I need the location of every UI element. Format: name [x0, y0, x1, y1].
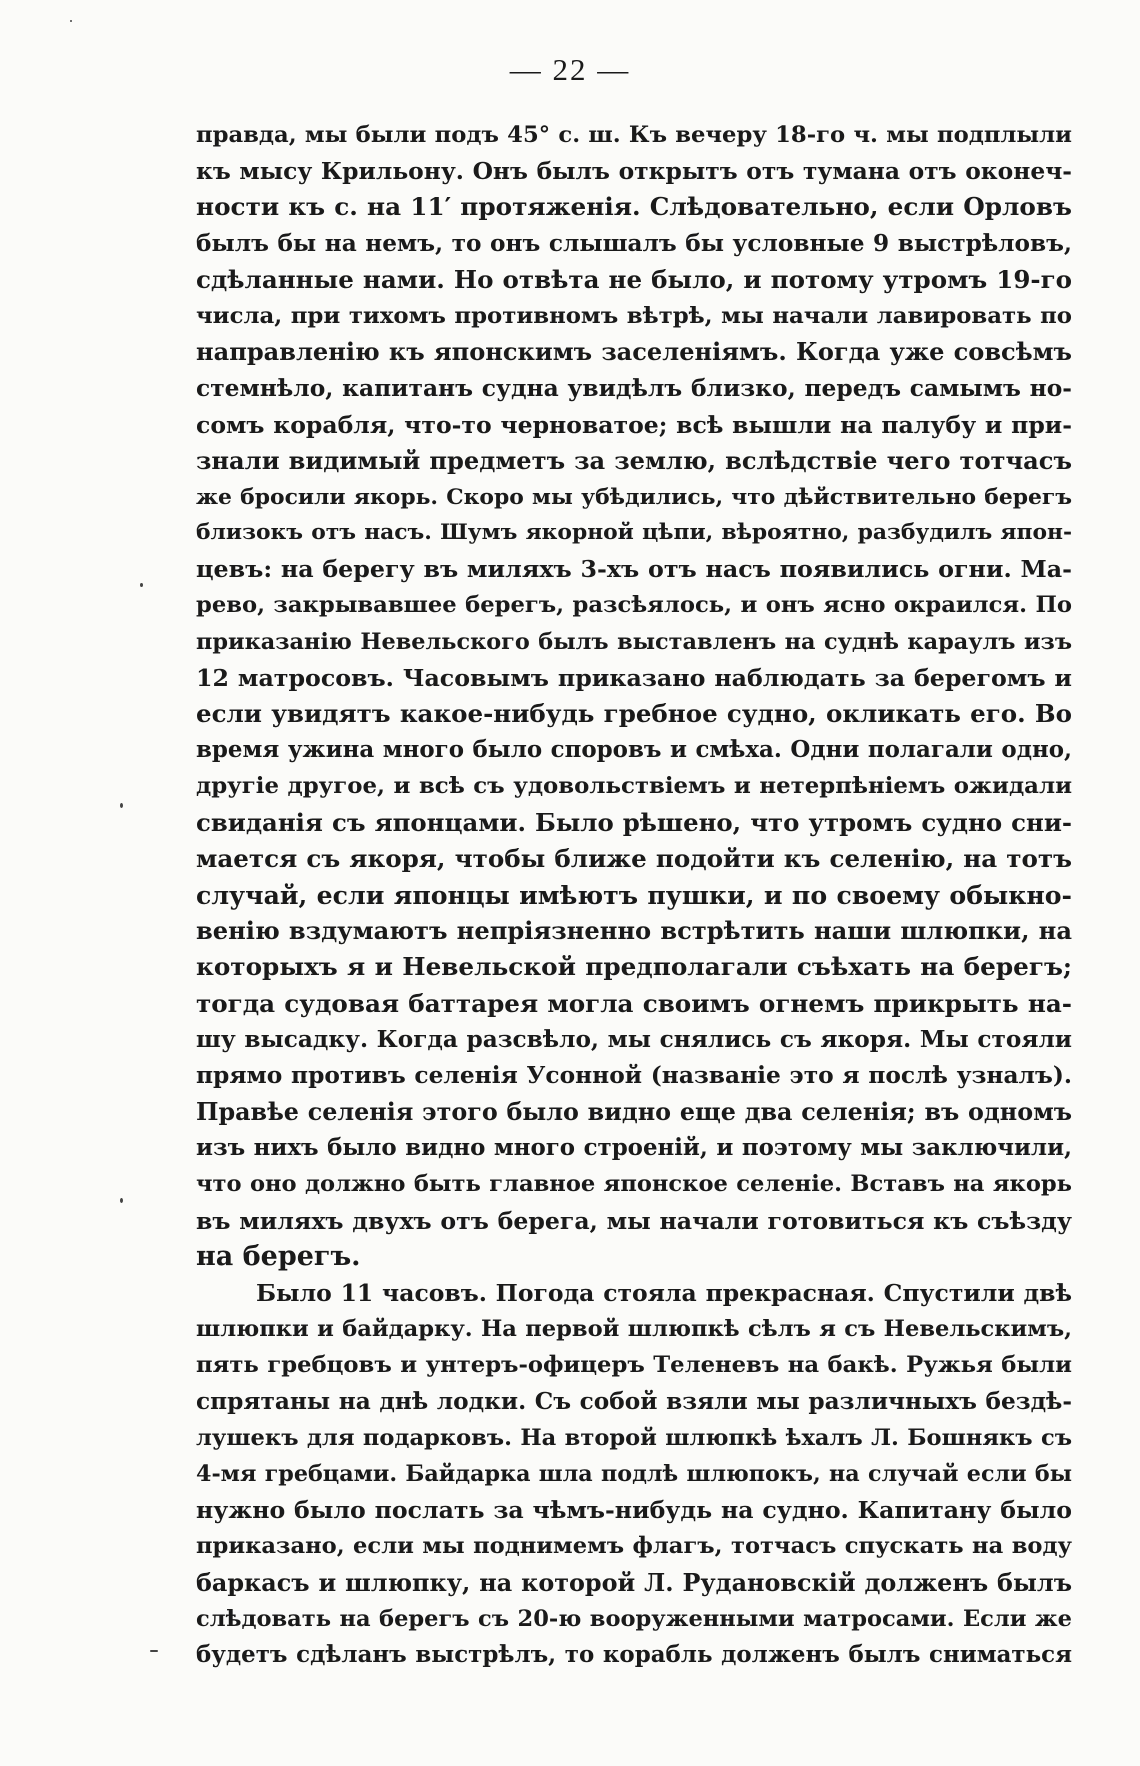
- text-line: шу высадку. Когда разсвѣло, мы снялись съ якоря. Мы стояли: [196, 1025, 1072, 1053]
- text-line: 4-мя гребцами. Байдарка шла подлѣ шлюпокъ, на случай если бы: [196, 1460, 1072, 1487]
- scan-speck: [70, 20, 72, 22]
- page-number: — 22 —: [509, 52, 631, 87]
- text-line: если увидятъ какое-нибудь гребное судно, окликать его. Во: [196, 699, 1072, 728]
- scan-speck: [120, 1198, 123, 1203]
- text-line: изъ нихъ было видно много строеній, и поэтому мы заключили,: [196, 1135, 1072, 1162]
- text-line: къ мысу Крильону. Онъ былъ открытъ отъ тумана отъ оконеч-: [196, 157, 1072, 186]
- body-text: [196, 117, 1072, 1673]
- paragraph-1: [196, 117, 1072, 1275]
- text-line: знали видимый предметъ за землю, вслѣдствіе чего тотчасъ: [196, 445, 1072, 475]
- text-line: цевъ: на берегу въ миляхъ 3-хъ отъ насъ появились огни. Ма-: [196, 555, 1072, 584]
- scan-speck: [120, 803, 123, 808]
- text-line: время ужина много было споровъ и смѣха. Одни полагали одно,: [196, 736, 1072, 764]
- text-line: прямо противъ селенія Усонной (названіе это я послѣ узналъ).: [196, 1061, 1072, 1089]
- text-line: которыхъ я и Невельской предполагали съѣхать на берегъ;: [196, 952, 1072, 982]
- text-line: будетъ сдѣланъ выстрѣлъ, то корабль долженъ былъ сниматься: [196, 1640, 1072, 1668]
- text-line: сдѣланные нами. Но отвѣта не было, и потому утромъ 19-го: [196, 264, 1072, 294]
- text-line: на берегъ.: [196, 1240, 361, 1272]
- text-line: 12 матросовъ. Часовымъ приказано наблюдать за берегомъ и: [196, 663, 1072, 692]
- text-line: приказанію Невельского былъ выставленъ на суднѣ караулъ изъ: [196, 628, 1072, 655]
- text-line: Было 11 часовъ. Погода стояла прекрасная. Спустили двѣ: [256, 1279, 1072, 1307]
- paragraph-2: [196, 1275, 1072, 1673]
- text-line: въ миляхъ двухъ отъ берега, мы начали готовиться къ съѣзду: [196, 1206, 1072, 1235]
- text-line: лушекъ для подарковъ. На второй шлюпкѣ ѣхалъ Л. Бошнякъ съ: [196, 1424, 1072, 1451]
- text-line: Правѣе селенія этого было видно еще два селенія; въ одномъ: [196, 1098, 1072, 1127]
- text-line: былъ бы на немъ, то онъ слышалъ бы условные 9 выстрѣловъ,: [196, 229, 1072, 257]
- text-line: баркасъ и шлюпку, на которой Л. Рудановскій долженъ былъ: [196, 1568, 1072, 1597]
- text-line: что оно должно быть главное японское селеніе. Вставъ на якорь: [196, 1171, 1072, 1198]
- text-line: нужно было послать за чѣмъ-нибудь на судно. Капитану было: [196, 1496, 1072, 1525]
- text-line: близокъ отъ насъ. Шумъ якорной цѣпи, вѣроятно, разбудилъ япон-: [196, 520, 1072, 546]
- text-line: рево, закрывавшее берегъ, разсѣялось, и онъ ясно окраился. По: [196, 592, 1072, 619]
- text-line: числа, при тихомъ противномъ вѣтрѣ, мы начали лавировать по: [196, 302, 1072, 329]
- text-line: тогда судовая баттарея могла своимъ огнемъ прикрыть на-: [196, 988, 1072, 1018]
- text-line: слѣдовать на берегъ съ 20-ю вооруженными матросами. Если же: [196, 1605, 1072, 1632]
- text-line: ности къ с. на 11′ протяженія. Слѣдовательно, если Орловъ: [196, 192, 1072, 222]
- scan-speck: [140, 583, 143, 587]
- text-line: спрятаны на днѣ лодки. Съ собой взяли мы различныхъ бездѣ-: [196, 1387, 1072, 1415]
- text-line: пять гребцовъ и унтеръ-офицеръ Теленевъ на бакѣ. Ружья были: [196, 1352, 1072, 1379]
- text-line: направленію къ японскимъ заселеніямъ. Когда уже совсѣмъ: [196, 337, 1072, 367]
- text-line: стемнѣло, капитанъ судна увидѣлъ близко, передъ самымъ но-: [196, 374, 1072, 403]
- text-line: шлюпки и байдарку. На первой шлюпкѣ сѣлъ я съ Невельскимъ,: [196, 1316, 1072, 1343]
- text-line: сомъ корабля, что-то черноватое; всѣ вышли на палубу и при-: [196, 410, 1072, 439]
- text-line: же бросили якорь. Скоро мы убѣдились, что дѣйствительно берегъ: [196, 483, 1072, 510]
- text-line: приказано, если мы поднимемъ флагъ, тотчасъ спускать на воду: [196, 1533, 1072, 1560]
- text-line: другіе другое, и всѣ съ удовольствіемъ и нетерпѣніемъ ожидали: [196, 773, 1072, 800]
- scan-speck: [150, 1650, 158, 1652]
- text-line: свиданія съ японцами. Было рѣшено, что утромъ судно сни-: [196, 807, 1072, 837]
- text-line: венію вздумаютъ непріязненно встрѣтить наши шлюпки, на: [196, 916, 1072, 946]
- text-line: правда, мы были подъ 45° с. ш. Къ вечеру 18-го ч. мы подплыли: [196, 122, 1072, 148]
- text-line: мается съ якоря, чтобы ближе подойти къ селенію, на тотъ: [196, 843, 1072, 873]
- text-line: случай, если японцы имѣютъ пушки, и по своему обыкно-: [196, 879, 1072, 910]
